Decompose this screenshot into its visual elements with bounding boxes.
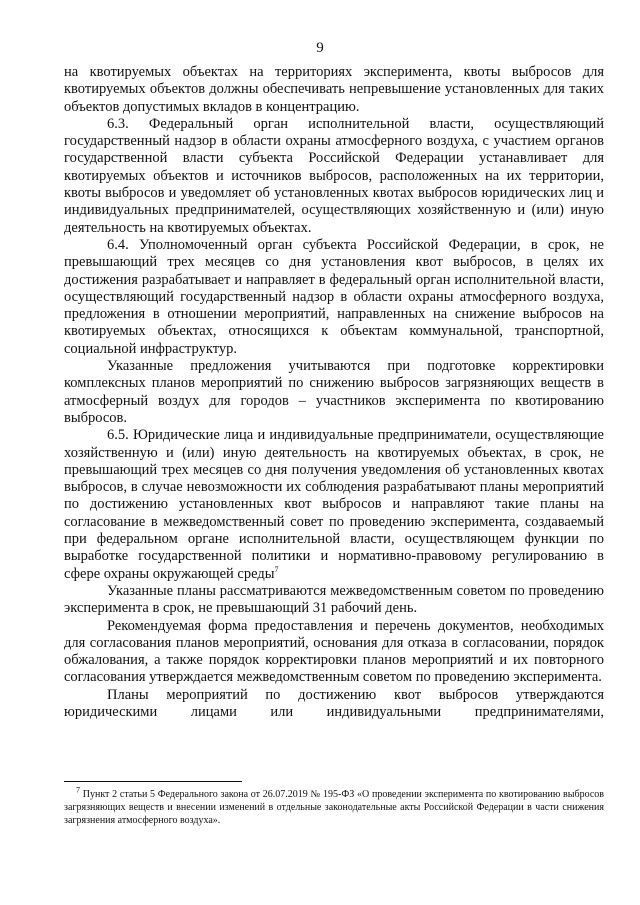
footnote-text: Пункт 2 статьи 5 Федерального закона от 26.07.2019 № 195-ФЗ «О проведении эксперимента по квотированию выбросов загрязняющих веществ и внесении изменений в отдельные законодательные акты Российской Федерации в части снижения загрязнения атмосферного воздуха».: [64, 789, 604, 826]
paragraph-6-5: [64, 427, 604, 583]
footnote-reference: 7: [274, 564, 279, 574]
footnote-divider: [64, 781, 242, 782]
document-body: [64, 64, 604, 721]
page-number: 9: [316, 40, 324, 56]
paragraph-6-3: 6.3. Федеральный орган исполнительной власти, осуществляющий государственный надзор в области охраны атмосферного воздуха, с участием органов государственной власти субъекта Российской Федерации устанавливает для квотируемых объектов и источников выбросов, расположенных на их территории, квоты выбросов и уведомляет об установленных квотах выбросов юридических лиц и индивидуальных предпринимателей, осуществляющих хозяйственную и (или) иную деятельность на квотируемых объектах.: [64, 115, 604, 236]
footnote-item: [64, 785, 604, 827]
paragraph-6-4: 6.4. Уполномоченный орган субъекта Российской Федерации, в срок, не превышающий трех месяцев со дня установления квот выбросов, в целях их достижения разрабатывает и направляет в федеральный орган исполнительной власти, осуществляющий государственный надзор в области охраны атмосферного воздуха, предложения в отношении мероприятий, направленных на снижение выбросов на квотируемых объектах, относящихся к объектам коммунальной, транспортной, социальной инфраструктур.: [64, 236, 604, 357]
paragraph-continuation: на квотируемых объектах на территориях эксперимента, квоты выбросов для квотируемых объектов должны обеспечивать непревышение установленных для таких объектов допустимых вкладов в концентрацию.: [64, 64, 604, 115]
paragraph-6-5-text: 6.5. Юридические лица и индивидуальные предприниматели, осуществляющие хозяйственную и (или) иную деятельность на квотируемых объектах, в срок, не превышающий трех месяцев со дня получения уведомления об установленных квотах выбросов, в случае невозможности их соблюдения разрабатывают планы мероприятий по достижению установленных квот выбросов и направляют такие планы на согласование в межведомственный совет по проведению эксперимента, создаваемый при федеральном органе исполнительной власти, осуществляющем функции по выработке государственной политики и нормативно-правовому регулированию в сфере охраны окружающей среды: [64, 427, 604, 582]
footnotes: [64, 785, 604, 827]
paragraph-recommended-form: Рекомендуемая форма предоставления и перечень документов, необходимых для согласования планов мероприятий, основания для отказа в согласовании, порядок обжалования, а также порядок корректировки планов мероприятий и их повторного согласования утверждается межведомственным советом по проведению эксперимента.: [64, 617, 604, 686]
paragraph-plans-approval: Планы мероприятий по достижению квот выбросов утверждаются юридическими лицами или индивидуальными предпринимателями,: [64, 686, 604, 720]
paragraph-plans-review: Указанные планы рассматриваются межведомственным советом по проведению эксперимента в срок, не превышающий 31 рабочий день.: [64, 582, 604, 617]
footnote-marker: 7: [76, 785, 80, 795]
paragraph-proposals: Указанные предложения учитываются при подготовке корректировки комплексных планов мероприятий по снижению выбросов загрязняющих веществ в атмосферный воздух для городов – участников эксперимента по квотированию выбросов.: [64, 358, 604, 426]
